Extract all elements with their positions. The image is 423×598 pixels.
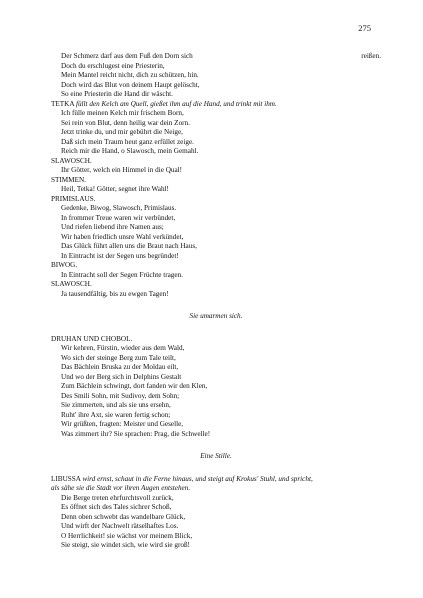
verse-line: Zum Bächlein schwingt, dort fanden wir den Klen,: [61, 382, 208, 390]
verse-line: Daß sich mein Traum heut ganz erfüllet zeige.: [61, 137, 194, 146]
speaker-name: LIBUSSA: [51, 474, 81, 483]
stage-direction: als sähe sie die Stadt vor ihren Augen entstehen.: [51, 484, 191, 492]
verse-line: Wir kehren, Fürstin, wieder aus dem Wald,: [61, 344, 185, 352]
verse-line: Doch wird das Blut von deinem Haupt gelöscht,: [61, 80, 200, 89]
speaker-name: STIMMEN.: [51, 175, 86, 184]
verse-line: [51, 52, 381, 62]
speaker-name: TETKA: [51, 99, 75, 108]
verse-line: In frommer Treue waren wir verbündet,: [61, 213, 176, 222]
verse-text: Der Schmerz darf aus dem Fuß den Dorn sich: [61, 52, 193, 60]
verse-line: Ich fülle meinen Kelch mir frischem Born,: [61, 109, 184, 117]
verse-line: Ruht' ihre Axt, sie waren fertig schon;: [61, 410, 171, 419]
verse-line: Sei rein von Blut, denn heilig war dein Zorn.: [61, 118, 190, 127]
speaker-with-direction: [51, 475, 381, 485]
verse-line: Wo sich der steinge Berg zum Tale teilt,: [61, 353, 176, 362]
verse-line: Wir grüßten, fragten: Meister und Geselle,: [61, 420, 184, 428]
speaker-name: SLAWOSCH.: [51, 156, 92, 165]
verse-line: Des Smili Sohn, mit Sudivoy, dem Sohn;: [61, 391, 180, 400]
speaker-with-direction: [51, 100, 381, 110]
verse-line: Denn oben schwebt das wandelbare Glück,: [61, 512, 186, 521]
verse-line: Und wo der Berg sich in Delphins Gestalt: [61, 372, 182, 381]
verse-line: Und wirft der Nachwelt rätselhaftes Los.: [61, 522, 179, 530]
verse-line: In Eintracht ist der Segen uns begründet!: [61, 251, 179, 260]
stage-direction: füllt den Kelch am Quell, gießet ihm auf die Hand, und trinkt mit ihm.: [75, 99, 277, 108]
stage-direction: Sie umarmen sich.: [189, 312, 243, 320]
verse-line: Mein Mantel reicht nicht, dich zu schützen, hin.: [61, 71, 199, 79]
speaker-name: BIWOG.: [51, 261, 78, 269]
verse-line: Die Berge treten ehrfurchtsvoll zurück,: [61, 493, 174, 502]
verse-line: Jetzt trinke du, und mir gebührt die Neige,: [61, 128, 183, 136]
verse-line: So eine Priesterin die Hand dir wäscht.: [61, 90, 173, 98]
verse-line: Das Glück führt allen uns die Braut nach Haus,: [61, 242, 197, 250]
verse-line: Sie steigt, sie windet sich, wie wird sie groß!: [61, 541, 190, 549]
verse-end: reißen.: [361, 52, 381, 60]
spacer: [51, 462, 381, 475]
speaker-name: SLAWOSCH.: [51, 280, 92, 288]
verse-line: Gedenke, Biwog, Slawosch, Primislaus.: [61, 204, 177, 212]
speaker-name: PRIMISLAUS.: [51, 194, 96, 203]
verse-line: Es öffnet sich des Tales sichrer Schoß,: [61, 503, 172, 511]
spacer: [51, 439, 381, 452]
verse-line: Doch du erschlugest eine Priesterin,: [61, 61, 165, 70]
verse-line: Das Bächlein Bruska zu der Moldau eilt,: [61, 363, 179, 371]
verse-line: Ihr Götter, welch ein Himmel in die Qual!: [61, 166, 183, 174]
verse-line: Was zimmert ihr? Sie sprachen: Prag, die Schwelle!: [61, 429, 211, 438]
verse-line: In Eintracht soll der Segen Früchte tragen.: [61, 270, 183, 279]
verse-line: Heil, Tetka! Götter, segnet ihre Wahl!: [61, 185, 169, 193]
spacer: [51, 299, 381, 312]
speaker-name: DRUHAN UND CHOBOL.: [51, 334, 133, 343]
verse-line: Ja tausendfältig, bis zu ewgen Tagen!: [61, 289, 169, 298]
verse-line: Reich mir die Hand, o Slawosch, mein Gemahl.: [61, 147, 199, 155]
spacer: [51, 322, 381, 335]
verse-line: Und riefen liebend ihre Namen aus;: [61, 223, 164, 231]
verse-line: O Herrlichkeit! sie wächst vor meinem Blick,: [61, 531, 193, 540]
verse-line: Wir haben friedlich unsre Wahl verkündet,: [61, 232, 184, 241]
verse-line: Sie zimmerten, und als sie uns ersehn,: [61, 401, 171, 409]
stage-direction: wird ernst, schaut in die Ferne hinaus, und steigt auf Krokus' Stuhl, und spricht,: [82, 474, 313, 483]
page-number: 275: [358, 23, 371, 33]
stage-direction: Eine Stille.: [200, 452, 232, 460]
text-body: [51, 52, 381, 551]
